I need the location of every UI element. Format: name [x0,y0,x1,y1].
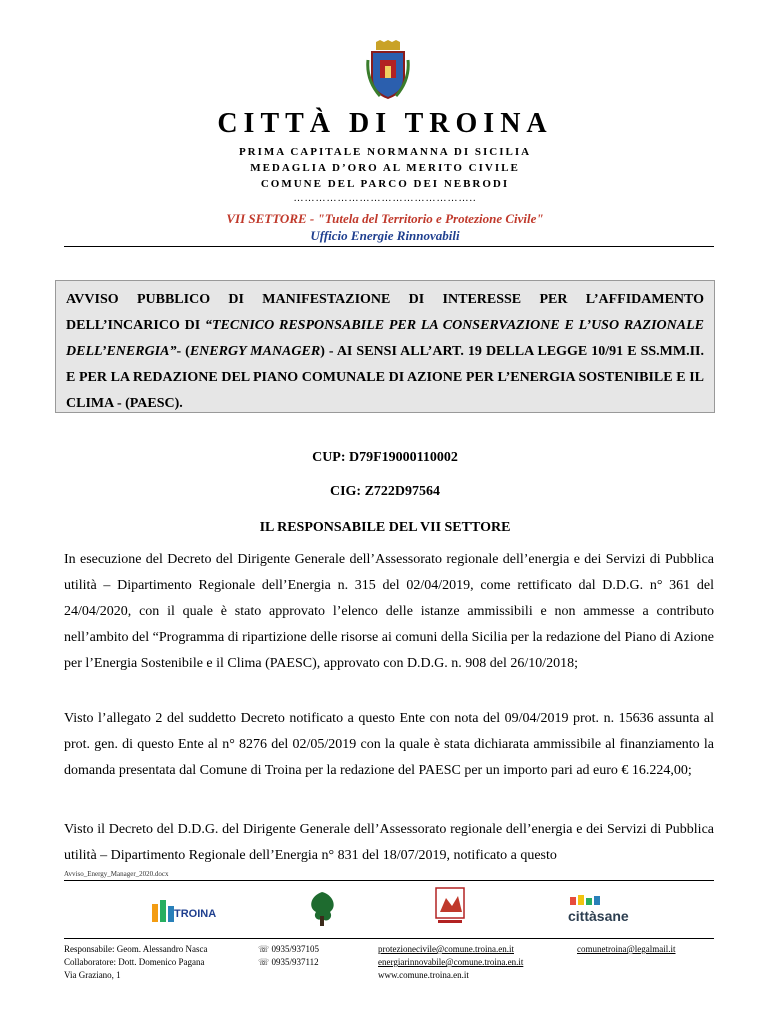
avviso-text-1: AVVISO PUBBLICO DI MANIFESTAZIONE DI INTERESSE PER L’AFFIDAMENTO DELL’INCARICO DI [66,292,704,333]
footer-phone-2: 0935/937112 [271,957,319,967]
cittasane-logo-text: cittàsane [568,908,629,924]
paragraph-1: In esecuzione del Decreto del Dirigente Generale dell’Assessorato regionale dell’energia e dei Servizi di Pubblica utilità – Dipartimento Regionale dell’Energia n. 315 del 02/04/2019, come rettificato dal D.D.G. n° 361 del 24/04/2020, con il quale è stato approvato l’elenco delle istanze ammissibili e non ammesse a contributo nell’ambito del “Programma di ripartizione delle risorse ai comuni della Sicilia per la redazione del Piano di Azione per l’Energia Sostenibile e il Clima (PAESC), approvato con D.D.G. n. 908 del 26/10/2018; [64,552,714,671]
city-crest-logo [366,40,410,102]
avviso-text-2: “TECNICO RESPONSABILE PER LA CONSERVAZIONE E L’USO RAZIONALE DELL’ENERGIA” [66,318,704,359]
ufficio-title: Ufficio Energie Rinnovabili [310,228,460,243]
footer-divider-bottom [64,938,714,939]
avviso-text-5: ) - AI SENSI ALL’ART. 19 DELLA LEGGE 10/91 E SS.MM.II. E PER LA REDAZIONE DEL PIANO COMUNALE DI AZIONE PER L’ENERGIA SOSTENIBILE E IL CLIMA - (PAESC). [66,344,704,411]
footer-pec-email[interactable]: comunetroina@legalmail.it [577,944,676,954]
header-line-2: MEDAGLIA D’ORO AL MERITO CIVILE [250,162,520,174]
avviso-box [55,280,715,413]
header-divider [64,246,714,247]
cittasane-logo [568,895,638,927]
footer-email-energia[interactable]: energiarinnovabile@comune.troina.en.it [378,957,524,967]
footer-responsabile: Responsabile: Geom. Alessandro Nasca [64,944,208,954]
settore-title: VII SETTORE - "Tutela del Territorio e Protezione Civile" [226,211,544,226]
phone-icon: ☏ [258,957,272,967]
header-line-3: COMUNE DEL PARCO DEI NEBRODI [260,178,510,190]
avviso-text-3: - ( [176,344,190,359]
phone-icon: ☏ [258,944,272,954]
footer-phones [258,943,319,969]
footer-contacts [64,943,207,982]
cittasane-logo-icon [570,895,604,907]
footer-filename: Avviso_Energy_Manager_2020.docx [64,870,169,878]
footer-pec [577,943,676,956]
footer-phone-1: 0935/937105 [271,944,320,954]
header-dots: ………………………………………….. [293,193,477,204]
cup-code: CUP: D79F19000110002 [312,450,458,465]
cig-code: CIG: Z722D97564 [329,484,441,499]
troina-logo [150,896,220,926]
city-title: CITTÀ DI TROINA [217,108,553,139]
avviso-text-4: ENERGY MANAGER [189,344,321,359]
header-line-1: PRIMA CAPITALE NORMANNA DI SICILIA [238,146,532,158]
footer-emails [378,943,523,982]
footer-collaboratore: Collaboratore: Dott. Domenico Pagana [64,957,205,967]
footer-email-protezione[interactable]: protezionecivile@comune.troina.en.it [378,944,514,954]
heritage-logo-icon [432,884,468,926]
footer-divider-top [64,880,714,881]
troina-logo-text: TROINA [174,908,217,920]
paragraph-3: Visto il Decreto del D.D.G. del Dirigente Generale dell’Assessorato regionale dell’energia e dei Servizi di Pubblica utilità – Dipartimento Regionale dell’Energia n° 831 del 18/07/2019, notificato a questo [64,822,714,863]
footer-address: Via Graziano, 1 [64,970,121,980]
tree-logo-icon [302,888,342,928]
footer-website[interactable]: www.comune.troina.en.it [378,970,469,980]
responsabile-heading: IL RESPONSABILE DEL VII SETTORE [259,520,511,535]
paragraph-2: Visto l’allegato 2 del suddetto Decreto notificato a questo Ente con nota del 09/04/2019 prot. n. 15636 assunta al prot. gen. di questo Ente al n° 8276 del 02/05/2019 con la quale è stata dichiarata ammissibile al finanziamento la domanda presentata dal Comune di Troina per la redazione del PAESC per un importo pari ad euro € 16.224,00; [64,711,714,778]
